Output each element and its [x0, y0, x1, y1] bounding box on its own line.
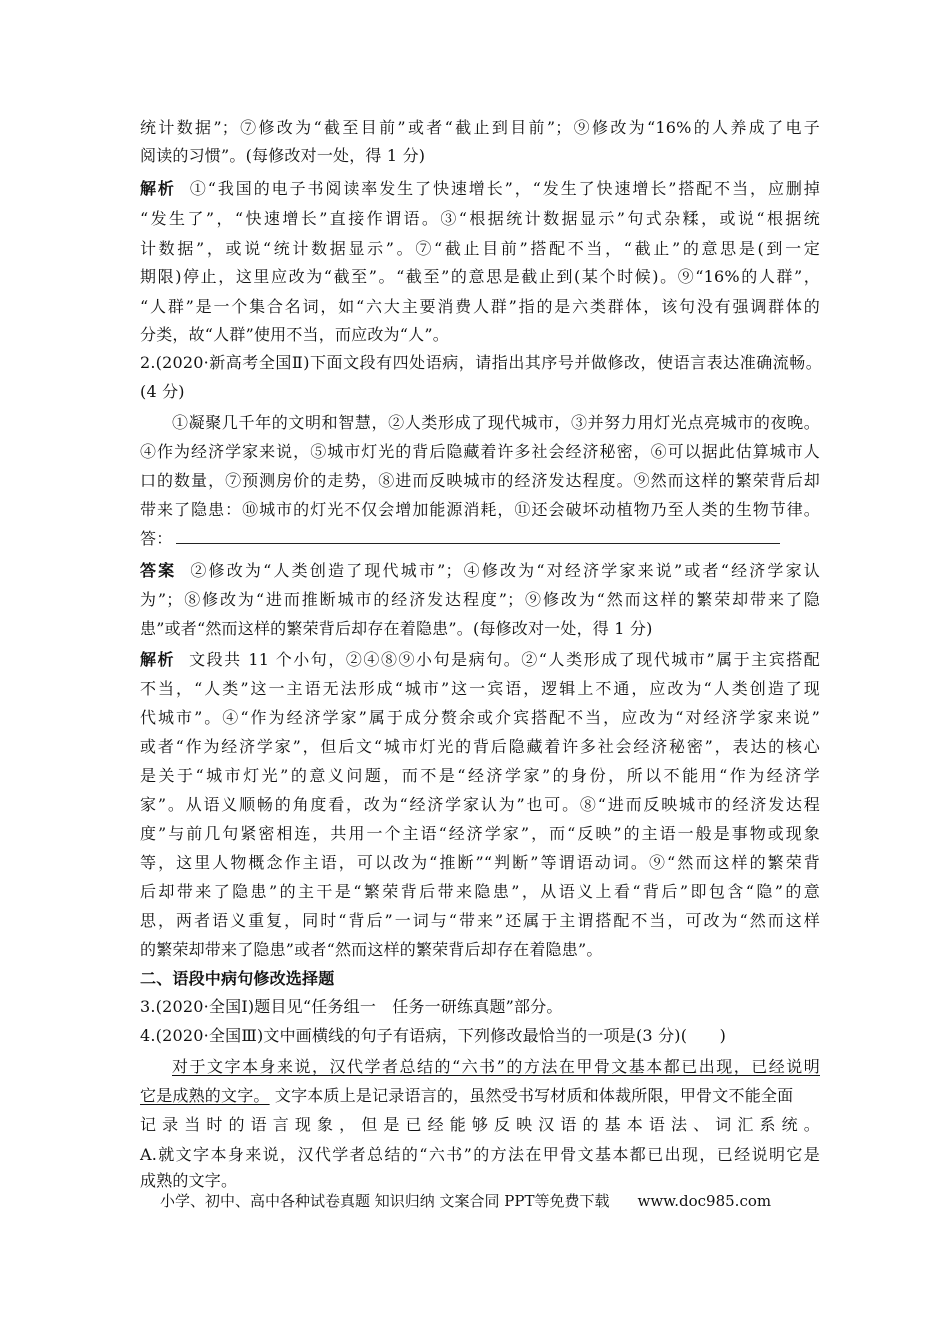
option-a: 成熟的文字。: [140, 1171, 238, 1190]
section-heading: 二、语段中病句修改选择题: [140, 969, 335, 988]
text-line: 的繁荣却带来了隐患”或者“然而这样的繁荣背后却存在着隐患”。: [140, 940, 603, 959]
text-line: 后却带来了隐患”的主干是“繁荣背后带来隐患”，从语义上看“背后”即包含“隐”的意: [140, 882, 820, 901]
passage-line: ①凝聚几千年的文明和智慧，②人类形成了现代城市，③并努力用灯光点亮城市的夜晚。: [172, 413, 820, 432]
question-4: 4.(2020·全国Ⅲ)文中画横线的句子有语病，下列修改最恰当的一项是(3 分)( ): [140, 1026, 727, 1045]
text-line: 等，这里人物概念作主语，可以改为“推断”“判断”等谓语动词。⑨“然而这样的繁荣背: [140, 853, 820, 872]
analysis-label: 解析: [140, 650, 176, 669]
underlined-sentence: 对于文字本身来说，汉代学者总结的“六书”的方法在甲骨文基本都已出现，已经说明: [172, 1057, 820, 1076]
answer-blank[interactable]: [176, 529, 780, 544]
text-line: 阅读的习惯”。(每修改对一处，得 1 分): [140, 146, 426, 165]
text-line: 统计数据”；⑦修改为“截至目前”或者“截止到目前”；⑨修改为“16%的人养成了电子: [140, 118, 820, 137]
passage-line: ④作为经济学家来说，⑤城市灯光的背后隐藏着许多社会经济秘密，⑥可以据此估算城市人: [140, 442, 820, 461]
text-line: (4 分): [140, 382, 185, 401]
answer-line: 答案 ②修改为“人类创造了现代城市”；④修改为“对经济学家来说”或者“经济学家认: [140, 561, 820, 580]
text-line: 不当，“人类”这一主语无法形成“城市”这一宾语，逻辑上不通，应改为“人类创造了现: [140, 679, 820, 698]
analysis-line: 解析 文段共 11 个小句，②④⑧⑨小句是病句。②“人类形成了现代城市”属于主宾搭配: [140, 650, 820, 669]
text-line: 计数据”，或说“统计数据显示”。⑦“截止目前”搭配不当，“截止”的意思是(到一定: [140, 239, 820, 258]
passage-line: 记录当时的语言现象，但是已经能够反映汉语的基本语法、词汇系统。: [140, 1115, 820, 1134]
text-line: 是关于“城市灯光”的意义问题，而不是“经济学家”的身份，所以不能用“作为经济学: [140, 766, 820, 785]
analysis-label: 解析: [140, 179, 176, 198]
passage-line: [172, 1056, 820, 1078]
text-line: 或者“作为经济学家”，但后文“城市灯光的背后隐藏着许多社会经济秘密”，表达的核心: [140, 737, 820, 756]
text-line: 期限)停止，这里应改为“截至”。“截至”的意思是截止到(某个时候)。⑨“16%的人群”，: [140, 267, 820, 286]
passage-line: 它是成熟的文字。 文字本质上是记录语言的，虽然受书写材质和体裁所限，甲骨文不能全面: [140, 1086, 794, 1105]
passage-line: 口的数量，⑦预测房价的走势，⑧进而反映城市的经济发达程度。⑨然而这样的繁荣背后却: [140, 471, 820, 490]
analysis-line: 解析 ①“我国的电子书阅读率发生了快速增长”，“发生了快速增长”搭配不当，应删掉: [140, 179, 821, 198]
text-line: 思，两者语义重复，同时“背后”一词与“带来”还属于主谓搭配不当，可改为“然而这样: [140, 911, 820, 930]
footer-url[interactable]: www.doc985.com: [637, 1192, 772, 1210]
text-line: “人群”是一个集合名词，如“六大主要消费人群”指的是六类群体，该句没有强调群体的: [140, 297, 820, 316]
text-line: 度”与前几句紧密相连，共用一个主语“经济学家”，而“反映”的主语一般是事物或现象: [140, 824, 820, 843]
text-line: 分类，故“人群”使用不当，而应改为“人”。: [140, 325, 449, 344]
text-line: “发生了”，“快速增长”直接作谓语。③“根据统计数据显示”句式杂糅，或说“根据统: [140, 209, 820, 228]
text-line: 家”。从语义顺畅的角度看，改为“经济学家认为”也可。⑧“进而反映城市的经济发达程: [140, 795, 820, 814]
text-line: 为”；⑧修改为“进而推断城市的经济发达程度”；⑨修改为“然而这样的繁荣却带来了隐: [140, 590, 820, 609]
text-line: 患”或者“然而这样的繁荣背后却存在着隐患”。(每修改对一处，得 1 分): [140, 619, 653, 638]
question-3: 3.(2020·全国Ⅰ)题目见“任务组一 任务一研练真题”部分。: [140, 997, 563, 1016]
passage-line: 带来了隐患：⑩城市的灯光不仅会增加能源消耗，⑪还会破坏动植物乃至人类的生物节律。: [140, 500, 820, 519]
footer-text: 小学、初中、高中各种试卷真题 知识归纳 文案合同 PPT等免费下载: [160, 1192, 610, 1210]
page-footer: [160, 1190, 800, 1212]
text-line: 代城市”。④“作为经济学家”属于成分赘余或介宾搭配不当，应改为“对经济学家来说”: [140, 708, 820, 727]
option-a: A.就文字本身来说，汉代学者总结的“六书”的方法在甲骨文基本都已出现，已经说明它是: [140, 1145, 820, 1164]
question-2: 2.(2020·新高考全国Ⅱ)下面文段有四处语病，请指出其序号并做修改，使语言表达准确流畅。: [140, 353, 822, 372]
answer-label: 答案: [140, 561, 177, 580]
answer-blank-line: 答：: [140, 528, 820, 550]
underlined-sentence: 它是成熟的文字。: [140, 1086, 270, 1105]
